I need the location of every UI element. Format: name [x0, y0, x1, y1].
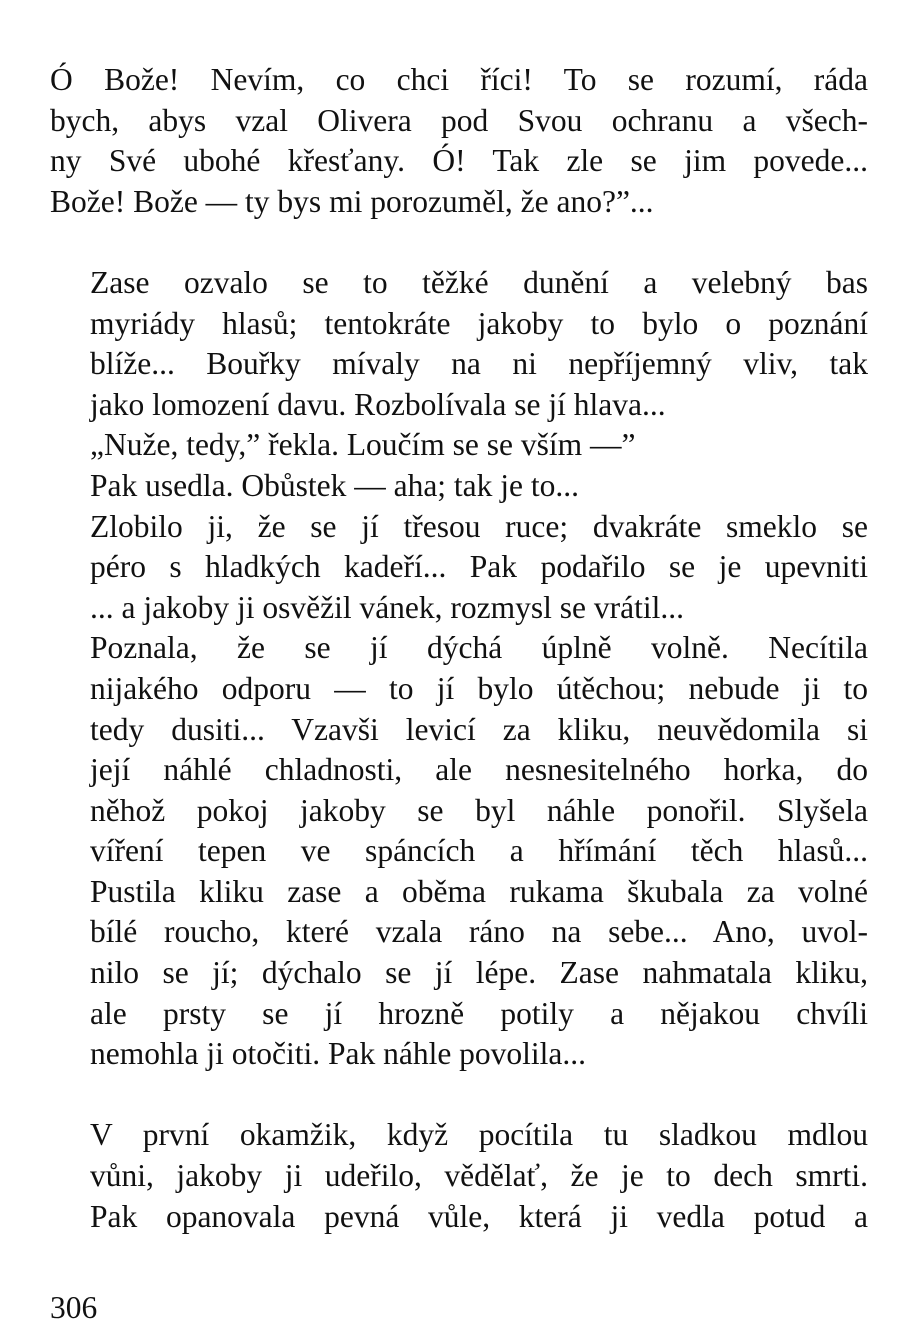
text-line: nemohla ji otočiti. Pak náhle povolila... — [90, 1036, 587, 1072]
text-line: Bože! Bože — ty bys mi porozuměl, že ano?”... — [50, 183, 654, 219]
text-line: Zlobilo ji, že se jí třesou ruce; dvakráte smeklo se — [90, 508, 868, 544]
text-line: Pak usedla. Obůstek — aha; tak je to... — [90, 467, 580, 503]
text-line: Pak opanovala pevná vůle, která ji vedla potud a — [90, 1198, 868, 1234]
paragraph — [50, 507, 868, 629]
paragraph — [50, 1115, 868, 1237]
text-line: jako lomození davu. Rozbolívala se jí hlava... — [90, 386, 666, 422]
page-body — [50, 60, 868, 1237]
text-line: Poznala, že se jí dýchá úplně volně. Necítila — [90, 630, 868, 666]
text-line: Pustila kliku zase a oběma rukama škubala za volné — [90, 873, 868, 909]
text-line: bych, abys vzal Olivera pod Svou ochranu a všech- — [50, 102, 868, 138]
text-line: tedy dusiti... Vzavši levicí za kliku, neuvědomila si — [90, 711, 868, 747]
paragraph — [50, 263, 868, 425]
text-line: nilo se jí; dýchalo se jí lépe. Zase nahmatala kliku, — [90, 955, 868, 991]
paragraph — [50, 425, 868, 466]
text-line: V první okamžik, když pocítila tu sladkou mdlou — [90, 1117, 868, 1153]
text-line: Zase ozvalo se to těžké dunění a velebný bas — [90, 264, 868, 300]
text-line: bílé roucho, které vzala ráno na sebe... Ano, uvol- — [90, 914, 868, 950]
text-line: péro s hladkých kadeří... Pak podařilo se je upevniti — [90, 549, 868, 585]
text-line: ny Své ubohé křesťany. Ó! Tak zle se jim povede... — [50, 143, 868, 179]
text-line: její náhlé chladnosti, ale nesnesitelného horka, do — [90, 752, 868, 788]
paragraph — [50, 60, 868, 222]
text-line: víření tepen ve spáncích a hřímání těch hlasů... — [90, 833, 868, 869]
page-number: 306 — [50, 1290, 98, 1325]
paragraph — [50, 628, 868, 1075]
text-line: blíže... Bouřky mívaly na ni nepříjemný vliv, tak — [90, 346, 868, 382]
text-line: ... a jakoby ji osvěžil vánek, rozmysl se vrátil... — [90, 589, 684, 625]
paragraph — [50, 466, 868, 507]
text-line: ale prsty se jí hrozně potily a nějakou chvíli — [90, 995, 868, 1031]
text-line: „Nuže, tedy,” řekla. Loučím se se vším —” — [90, 427, 636, 463]
text-line: něhož pokoj jakoby se byl náhle ponořil. Slyšela — [90, 792, 868, 828]
text-line: nijakého odporu — to jí bylo útěchou; nebude ji to — [90, 670, 868, 706]
text-line: myriády hlasů; tentokráte jakoby to bylo o poznání — [90, 305, 868, 341]
text-line: vůni, jakoby ji udeřilo, vědělať, že je to dech smrti. — [90, 1158, 868, 1194]
text-line: Ó Bože! Nevím, co chci říci! To se rozumí, ráda — [50, 62, 868, 97]
